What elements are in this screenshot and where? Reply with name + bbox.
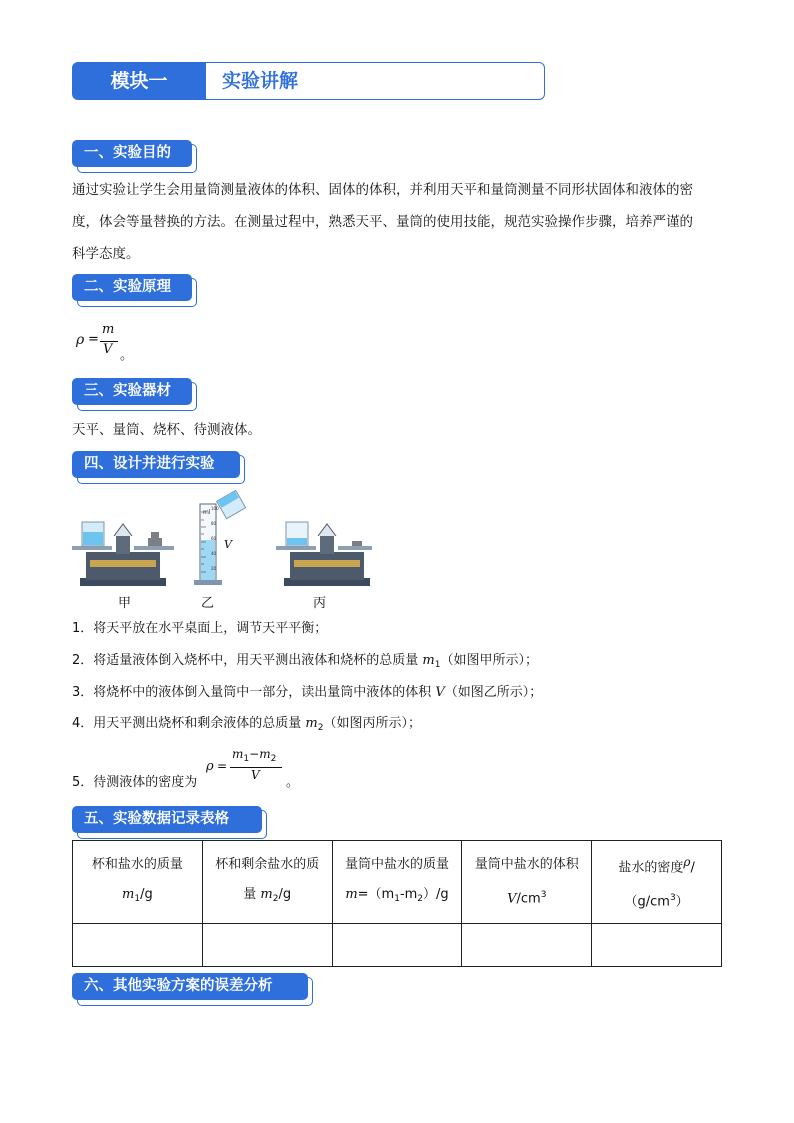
cylinder-unit-label: ml [203, 509, 211, 516]
svg-text:60: 60 [211, 536, 217, 541]
step-5: 5．待测液体的密度为 [72, 775, 198, 790]
section-tag-error-analysis: 六、其他实验方案的误差分析 [72, 973, 308, 1000]
header-cell-2: 杯和剩余盐水的质 量 $m_2/g$ [202, 841, 332, 924]
table-cell [332, 924, 462, 967]
section-tag-procedure: 四、设计并进行实验 [72, 451, 240, 478]
section-tag-principle: 二、实验原理 [72, 274, 192, 301]
section-tag-equipment: 三、实验器材 [72, 378, 192, 405]
step-4: 4．用天平测出烧杯和剩余液体的总质量 $m_2$（如图丙所示）； [72, 716, 421, 733]
balance-c-illustration [276, 522, 372, 586]
balance-a-illustration [72, 522, 174, 586]
section-tag-purpose: 一、实验目的 [72, 140, 192, 167]
experiment-figure [72, 490, 372, 590]
header-cell-5: 盐水的密度$^\rho$/ $(g/cm^3)$ [592, 841, 722, 924]
table-cell [73, 924, 203, 967]
purpose-text: 通过实验让学生会用量筒测量液体的体积、固体的体积，并利用天平和量筒测量不同形状固体和液体的密 度，体会等量替换的方法。在测量过程中，熟悉天平、量筒的使用技能，规范实验操作步骤，培养严谨的 科学态度。 [72, 182, 693, 262]
figure-caption-b: 乙 [201, 596, 215, 611]
table-cell [592, 924, 722, 967]
section-tag-table: 五、实验数据记录表格 [72, 806, 262, 833]
table-row [73, 924, 722, 967]
svg-text:20: 20 [211, 566, 217, 571]
density-formula: ρ = m V 。 [76, 322, 134, 363]
figure-caption-a: 甲 [118, 596, 132, 611]
module-title-box [206, 62, 545, 100]
table-cell [462, 924, 592, 967]
module-header [72, 62, 548, 100]
module-number: 模块一 [72, 62, 206, 100]
step-3: 3．将烧杯中的液体倒入量筒中一部分，读出量筒中液体的体积 V（如图乙所示）； [72, 685, 543, 700]
cylinder-illustration [194, 490, 246, 585]
volume-label: V [224, 538, 232, 551]
header-cell-4: 量筒中盐水的体积 $V/cm^3$ [462, 841, 592, 924]
table-header-row [73, 841, 722, 924]
table-cell [202, 924, 332, 967]
svg-text:40: 40 [211, 551, 217, 556]
data-table [72, 840, 722, 967]
svg-text:100: 100 [211, 506, 219, 511]
step-2: 2．将适量液体倒入烧杯中，用天平测出液体和烧杯的总质量 $m_1$（如图甲所示）； [72, 653, 538, 670]
header-cell-3: 量筒中盐水的质量 $m=(m_1-m_2)/g$ [332, 841, 462, 924]
header-cell-1: 杯和盐水的质量 $m_1/g$ [73, 841, 203, 924]
equipment-text: 天平、量筒、烧杯、待测液体。 [72, 422, 261, 438]
step-1: 1．将天平放在水平桌面上，调节天平平衡； [72, 621, 328, 636]
module-title: 实验讲解 [222, 70, 299, 92]
svg-text:80: 80 [211, 521, 217, 526]
step-5-formula: ρ = $m_1-m_2$ V [206, 747, 296, 789]
figure-caption-c: 丙 [313, 596, 327, 611]
step-5-end: 。 [286, 775, 300, 790]
